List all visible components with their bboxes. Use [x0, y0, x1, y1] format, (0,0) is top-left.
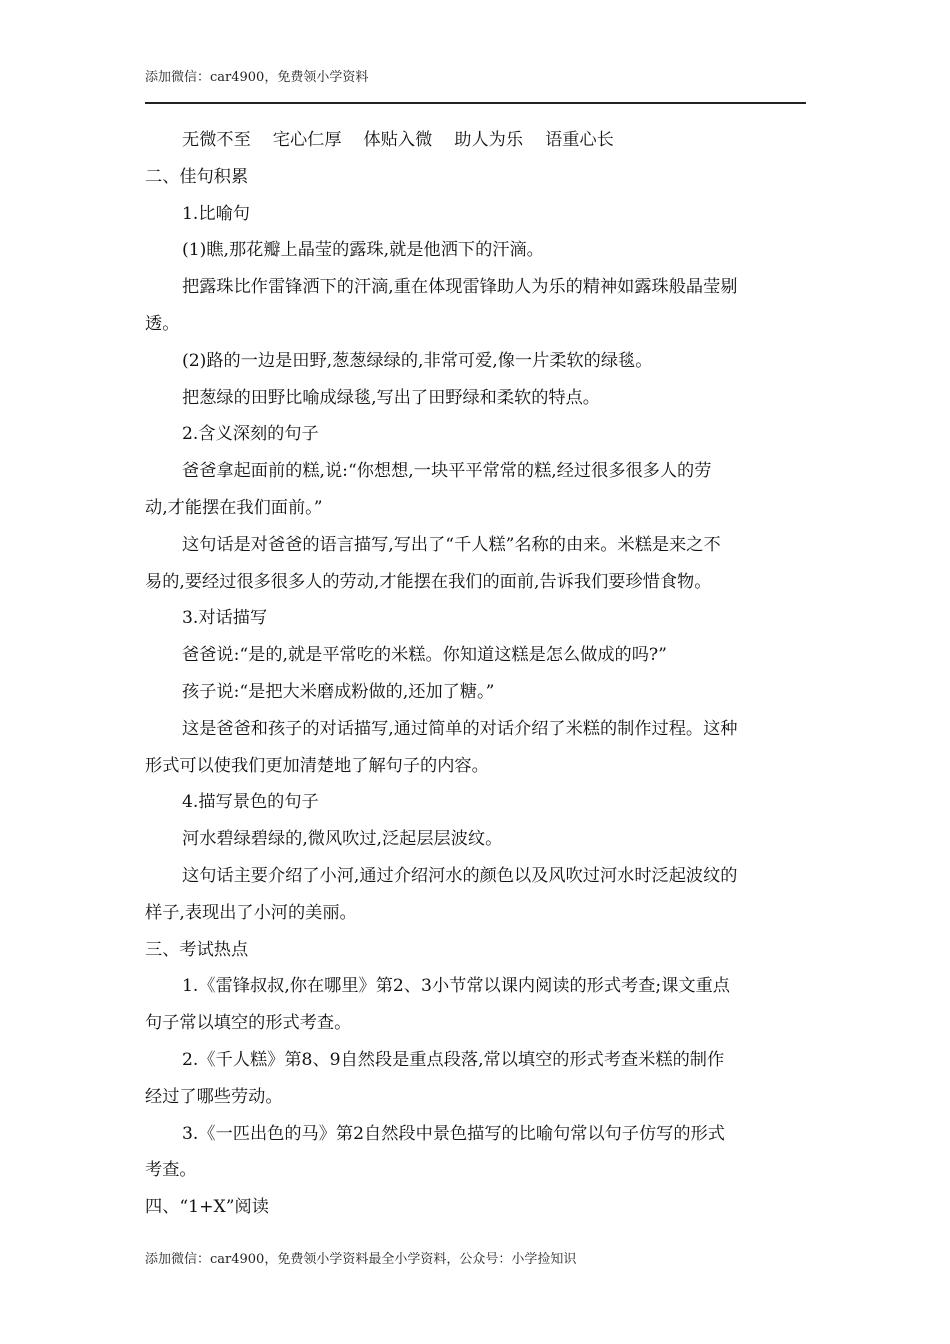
text-line: 样子,表现出了小河的美丽。	[145, 902, 357, 923]
vocab-word: 无微不至	[182, 130, 251, 150]
text-line: 1.《雷锋叔叔,你在哪里》第2、3小节常以课内阅读的形式考查;课文重点	[182, 976, 730, 997]
page-header: 添加微信：car4900，免费领小学资料	[145, 70, 369, 85]
text-line: 透。	[145, 313, 180, 334]
vocab-word: 体贴入微	[363, 130, 433, 150]
text-line: (2)路的一边是田野,葱葱绿绿的,非常可爱,像一片柔软的绿毯。	[182, 350, 653, 371]
text-line: 这句话主要介绍了小河,通过介绍河水的颜色以及风吹过河水时泛起波纹的	[182, 865, 738, 886]
document-body	[145, 122, 806, 1226]
text-line: 爸爸拿起面前的糕,说:“你想想,一块平平常常的糕,经过很多很多人的劳	[182, 461, 712, 482]
text-line: 动,才能摆在我们面前。”	[145, 497, 323, 518]
text-line: 这是爸爸和孩子的对话描写,通过简单的对话介绍了米糕的制作过程。这种	[182, 718, 738, 739]
text-line: 把葱绿的田野比喻成绿毯,写出了田野绿和柔软的特点。	[182, 387, 600, 408]
text-line: 句子常以填空的形式考查。	[145, 1013, 352, 1034]
text-line: 把露珠比作雷锋洒下的汗滴,重在体现雷锋助人为乐的精神如露珠般晶莹剔	[182, 277, 738, 298]
page-footer: 添加微信：car4900，免费领小学资料最全小学资料，公众号：小学捡知识	[145, 1252, 577, 1267]
text-line: 1.比喻句	[182, 203, 250, 224]
text-line: 3.《一匹出色的马》第2自然段中景色描写的比喻句常以句子仿写的形式	[182, 1123, 725, 1144]
text-line: 考查。	[145, 1160, 197, 1181]
text-line: 四、“1+X”阅读	[145, 1197, 269, 1218]
text-line: 形式可以使我们更加清楚地了解句子的内容。	[145, 755, 489, 776]
text-line: 二、佳句积累	[145, 166, 249, 187]
vocabulary-words	[145, 122, 806, 159]
text-line: 2.《千人糕》第8、9自然段是重点段落,常以填空的形式考查米糕的制作	[182, 1049, 725, 1070]
text-line: 孩子说:“是把大米磨成粉做的,还加了糖。”	[182, 681, 495, 702]
text-line: 三、考试热点	[145, 939, 249, 960]
vocab-word: 助人为乐	[454, 130, 524, 150]
text-line: 这句话是对爸爸的语言描写,写出了“千人糕”名称的由来。米糕是来之不	[182, 534, 721, 555]
text-line: 4.描写景色的句子	[182, 792, 319, 813]
text-line: 易的,要经过很多很多人的劳动,才能摆在我们的面前,告诉我们要珍惜食物。	[145, 571, 712, 592]
text-line: 2.含义深刻的句子	[182, 424, 319, 445]
text-line: 爸爸说:“是的,就是平常吃的米糕。你知道这糕是怎么做成的吗?”	[182, 645, 667, 666]
text-line: (1)瞧,那花瓣上晶莹的露珠,就是他洒下的汗滴。	[182, 240, 544, 261]
text-line: 河水碧绿碧绿的,微风吹过,泛起层层波纹。	[182, 829, 503, 850]
header-divider	[145, 102, 806, 104]
vocab-word: 语重心长	[545, 130, 614, 150]
text-line: 3.对话描写	[182, 608, 268, 629]
vocab-word: 宅心仁厚	[272, 130, 342, 150]
text-lines	[145, 159, 806, 1226]
text-line: 经过了哪些劳动。	[145, 1086, 283, 1107]
